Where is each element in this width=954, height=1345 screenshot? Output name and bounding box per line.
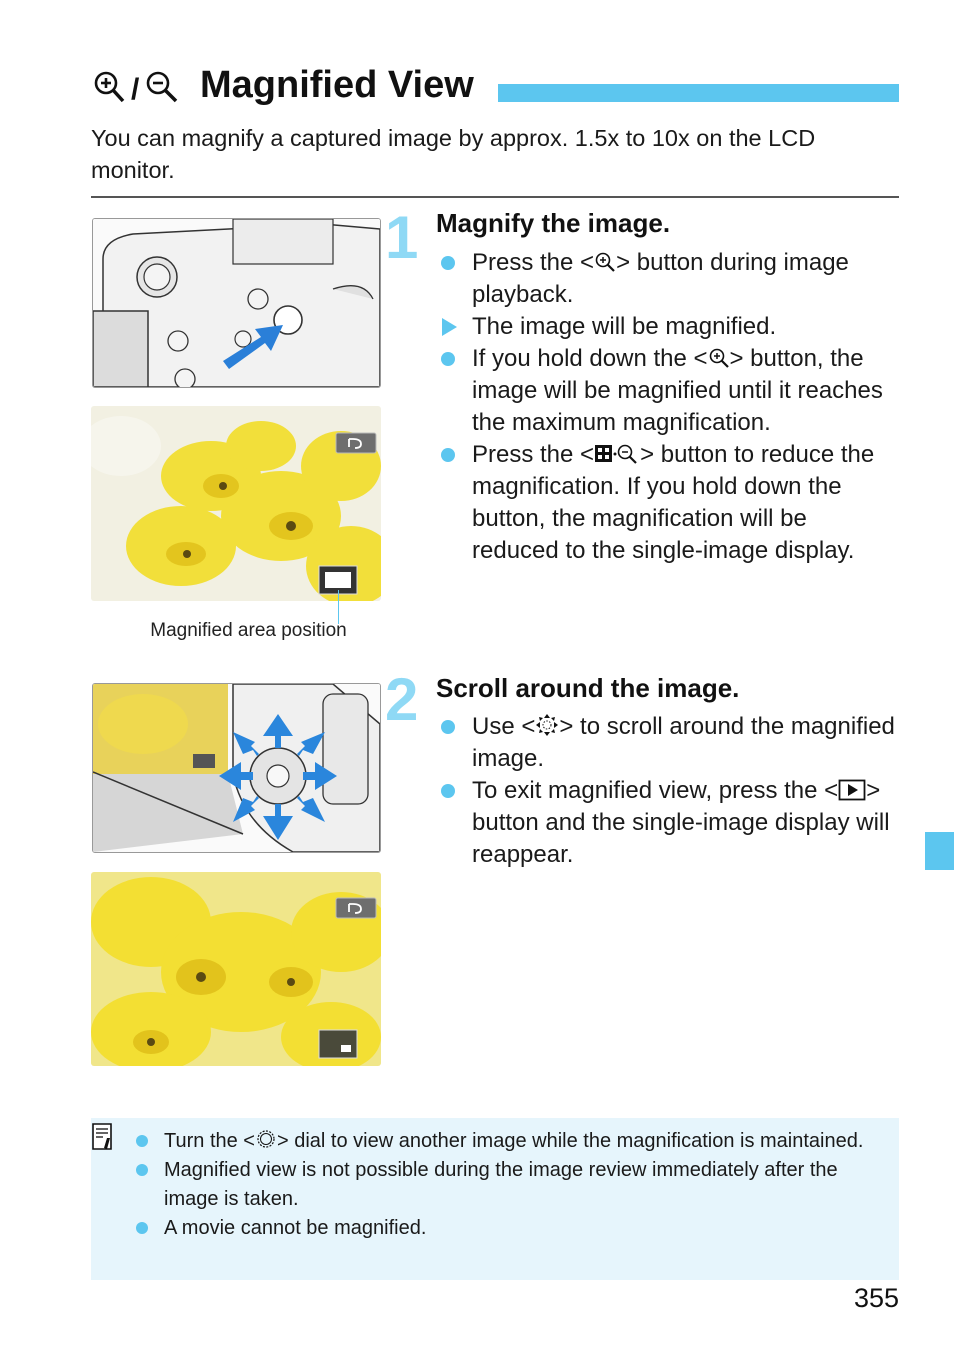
notes-list [136,1127,881,1243]
magnify-minus-icon [148,73,176,101]
intro-text: You can magnify a captured image by approx. 1.5x to 10x on the LCD monitor. [91,125,816,183]
chapter-tab [925,832,954,870]
camera-cross-keys-illustration [92,683,381,853]
list-item: To exit magnified view, press the < > button and the single-image display will reappear. [436,775,896,871]
memo-icon [91,1122,115,1152]
bullet-icon [441,784,455,798]
back-button-icon [336,433,376,453]
back-button-icon [336,898,376,918]
title-icons [92,68,187,108]
bullet-icon [441,720,455,734]
magnified-area-caption: Magnified area position [150,620,347,641]
list-item: If you hold down the < > button, the image will be magnified until it reaches the maximum magnification. [436,343,896,439]
index-magnify-minus-icon [594,443,640,465]
list-item: Press the < > button to reduce the magnification. If you hold down the button, the magnification will be reduced to the single-image display. [436,439,896,567]
note-item: A movie cannot be magnified. [136,1214,881,1243]
step-number-2: 2 [385,666,419,733]
main-dial-icon [255,1128,277,1150]
list-item: The image will be magnified. [436,311,896,343]
step-1-title: Magnify the image. [436,208,671,238]
camera-back-illustration [92,218,381,388]
list-item: Use < > to scroll around the magnified image. [436,711,896,775]
divider [91,196,899,198]
note-item: Magnified view is not possible during the image review immediately after the image is taken. [136,1156,881,1214]
bullet-icon [441,448,455,462]
title-accent-bar [498,84,899,102]
page-title: Magnified View [200,64,474,106]
magnify-plus-icon [96,73,123,101]
bullet-icon [441,256,455,270]
bullet-icon [136,1164,148,1176]
magnified-area-indicator [319,1030,357,1058]
bullet-icon [136,1135,148,1147]
callout-line [338,590,339,624]
playback-icon [838,779,866,801]
bullet-icon [441,352,455,366]
magnify-plus-icon [708,347,730,369]
bullet-icon [136,1222,148,1234]
magnified-image-2 [91,872,381,1066]
step-2-list [436,711,896,871]
step-2-title: Scroll around the image. [436,673,740,703]
step-number-1: 1 [385,204,419,271]
cross-keys-icon [535,713,559,737]
step-1-list [436,247,896,567]
list-item: Press the < > button during image playback. [436,247,896,311]
page-number: 355 [853,1283,899,1313]
note-item: Turn the < > dial to view another image while the magnification is maintained. [136,1127,881,1156]
magnified-image-1 [91,406,381,601]
magnify-plus-icon [594,251,616,273]
svg-text:/: / [131,73,140,106]
result-arrow-icon [442,318,457,336]
